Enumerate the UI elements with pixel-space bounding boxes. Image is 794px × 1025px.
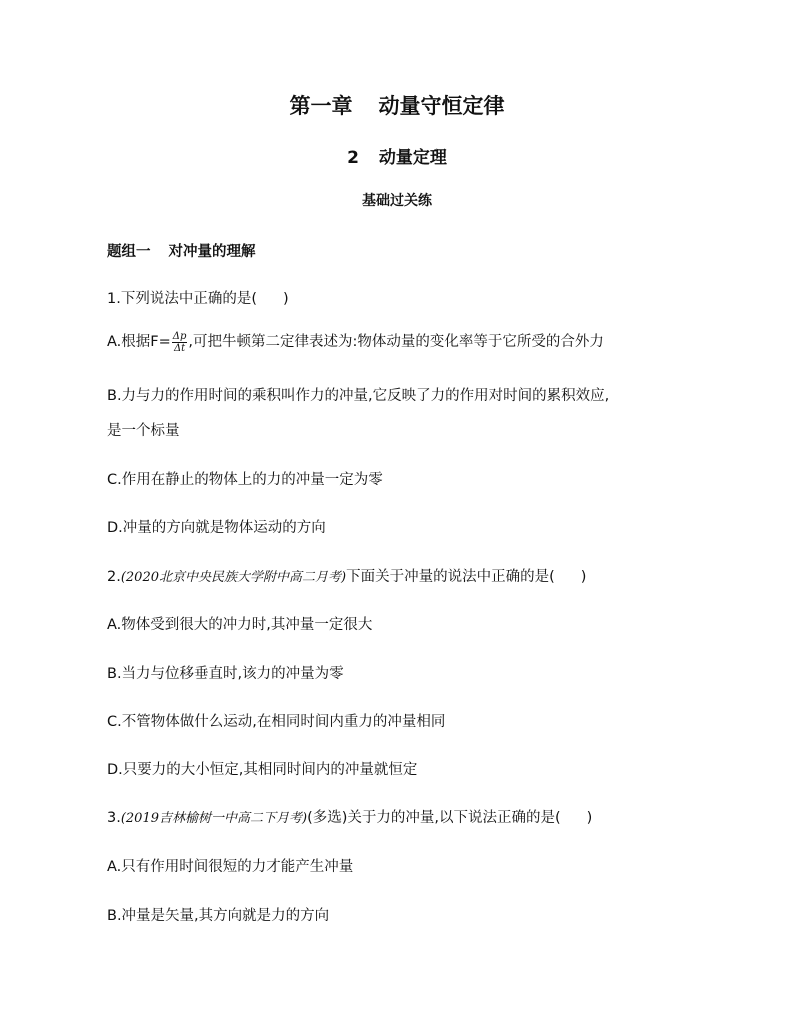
formula-fraction [172, 331, 188, 354]
question-1-option-b-line2: 是一个标量 [107, 423, 180, 439]
section-title [0, 143, 794, 168]
group-label: 题组一 [107, 244, 151, 260]
question-group-heading [107, 240, 256, 261]
group-title: 对冲量的理解 [168, 244, 256, 260]
question-source: (2019吉林榆树一中高二下月考) [120, 811, 308, 826]
question-1-option-b-line1: B.力与力的作用时间的乘积叫作力的冲量,它反映了力的作用对时间的累积效应, [107, 388, 610, 404]
question-3-option-a: A.只有作用时间很短的力才能产生冲量 [107, 859, 354, 875]
section-name: 动量定理 [378, 148, 447, 168]
chapter-number: 第一章 [289, 94, 353, 118]
question-2-option-a: A.物体受到很大的冲力时,其冲量一定很大 [107, 617, 373, 633]
question-3-option-b: B.冲量是矢量,其方向就是力的方向 [107, 908, 330, 924]
fraction-denominator: Δt [173, 342, 186, 354]
question-3-stem: 3.(2019吉林榆树一中高二下月考)(多选)关于力的冲量,以下说法正确的是( ) [107, 810, 593, 826]
question-2-option-b: B.当力与位移垂直时,该力的冲量为零 [107, 666, 344, 682]
chapter-title [0, 90, 794, 120]
question-source: (2020北京中央民族大学附中高二月考) [120, 570, 347, 585]
question-2-option-d: D.只要力的大小恒定,其相同时间内的冲量就恒定 [107, 762, 418, 778]
question-2-stem: 2.(2020北京中央民族大学附中高二月考)下面关于冲量的说法中正确的是( ) [107, 569, 587, 585]
subsection-title: 基础过关练 [362, 193, 432, 209]
question-1-stem: 1.下列说法中正确的是( ) [107, 291, 289, 307]
section-number: 2 [347, 148, 359, 168]
question-1-option-c: C.作用在静止的物体上的力的冲量一定为零 [107, 472, 383, 488]
question-1-option-a: A.根据F= $\frac{\Delta p}{\Delta t}$ ,可把牛顿第二定律表述为:物体动量的变化率等于它所受的合外力 [107, 330, 604, 354]
fraction-numerator: Δp [172, 330, 187, 342]
chapter-name: 动量守恒定律 [378, 94, 505, 118]
question-1-option-d: D.冲量的方向就是物体运动的方向 [107, 520, 326, 536]
question-2-option-c: C.不管物体做什么运动,在相同时间内重力的冲量相同 [107, 714, 446, 730]
